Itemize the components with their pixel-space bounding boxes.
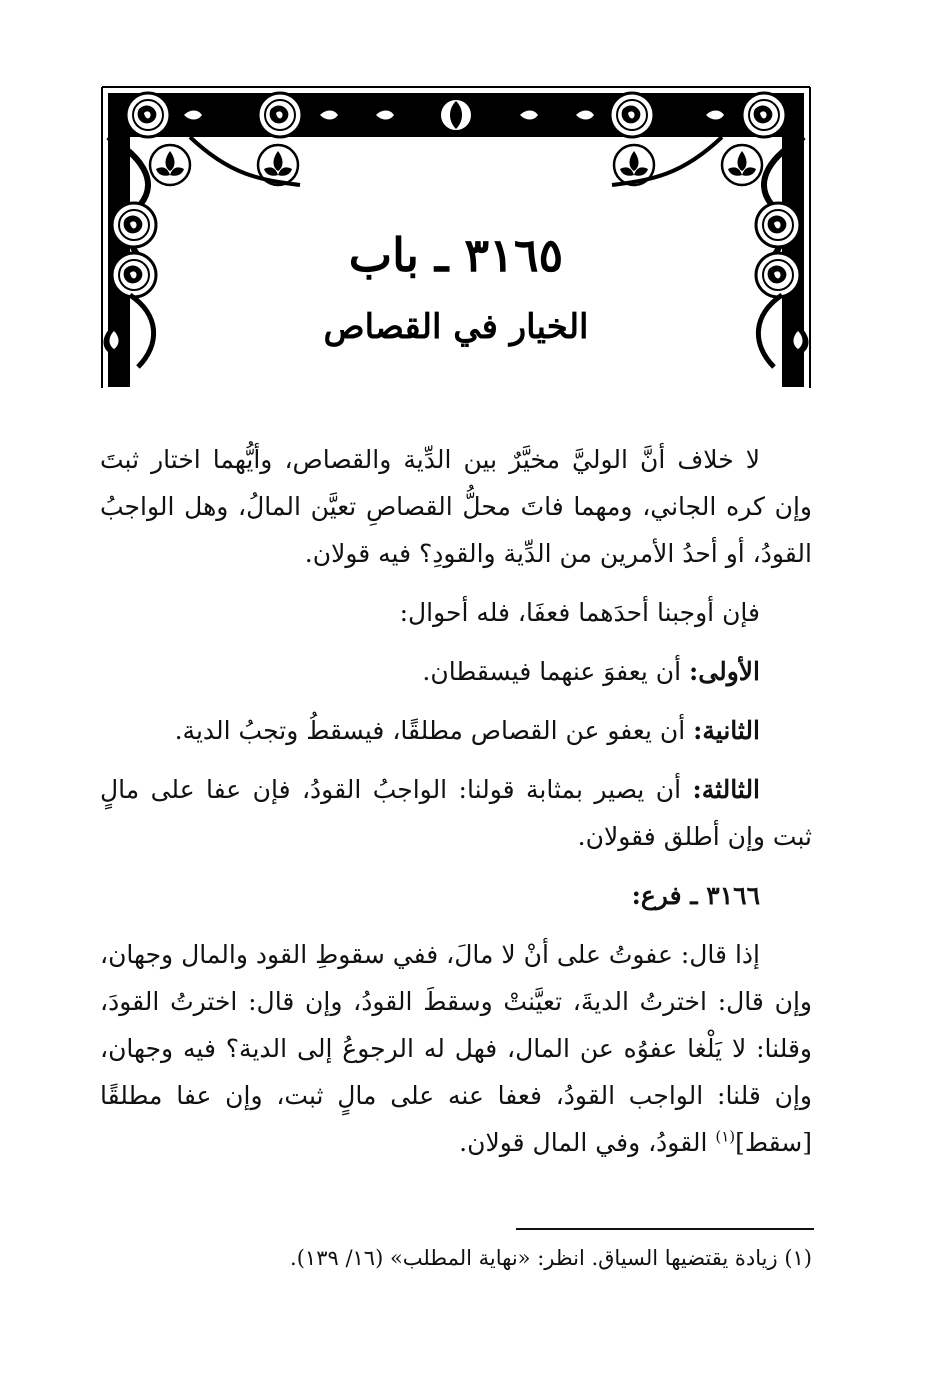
footnote: (١) زيادة يقتضيها السياق. انظر: «نهاية المطلب» (١٦/ ١٣٩). [290, 1246, 812, 1270]
paragraph-branch [100, 931, 812, 1166]
paragraph-first [100, 648, 812, 695]
paragraph-lead: الثالثة: [692, 775, 761, 804]
paragraph-cases [100, 589, 812, 636]
section-heading: ٣١٦٦ ـ فرع: [631, 881, 760, 910]
paragraph-second [100, 707, 812, 754]
paragraph-lead: الأولى: [689, 657, 760, 686]
paragraph-intro [100, 436, 812, 577]
paragraph-text: أن يصير بمثابة قولنا: الواجبُ القودُ، فإن عفا على مالٍ ثبت وإن أطلق فقولان. [100, 775, 812, 851]
paragraph-text: لا خلاف أنَّ الوليَّ مخيَّرٌ بين الدِّية والقصاص، وأيُّهما اختار ثبتَ وإن كره الجاني، ومهما فاتَ محلُّ القصاصِ تعيَّن المالُ، وهل الواجبُ القودُ، أو أحدُ الأمرين من الدِّية والقودِ؟ فيه قولان. [100, 445, 812, 568]
footnote-divider [516, 1228, 814, 1230]
paragraph-lead: الثانية: [693, 716, 760, 745]
paragraph-text: إذا قال: عفوتُ على أنْ لا مالَ، ففي سقوطِ القود والمال وجهان، وإن قال: اخترتُ الديةَ، تعيَّنتْ وسقطَ القودُ، وإن قال: اخترتُ القودَ، وقلنا: لا يَلْغا عفوُه عن المال، فهل له الرجوعُ إلى الدية؟ فيه وجهان، وإن قلنا: الواجب القودُ، فعفا عنه على مالٍ ثبت، وإن عفا مطلقًا [سقط] [100, 940, 812, 1157]
footnote-marker[interactable]: (١) [715, 1127, 736, 1146]
paragraph-third [100, 766, 812, 860]
paragraph-text: القودُ، وفي المال قولان. [459, 1128, 716, 1157]
ornamental-frame [100, 85, 812, 390]
paragraph-text: أن يعفو عن القصاص مطلقًا، فيسقطُ وتجبُ الدية. [174, 716, 694, 745]
chapter-number: ٣١٦٥ ـ باب [348, 228, 564, 282]
paragraph-text: أن يعفوَ عنهما فيسقطان. [422, 657, 690, 686]
main-text [100, 436, 812, 1178]
paragraph-text: فإن أوجبنا أحدَهما فعفَا، فله أحوال: [399, 598, 760, 627]
chapter-title: الخيار في القصاص [323, 307, 589, 347]
